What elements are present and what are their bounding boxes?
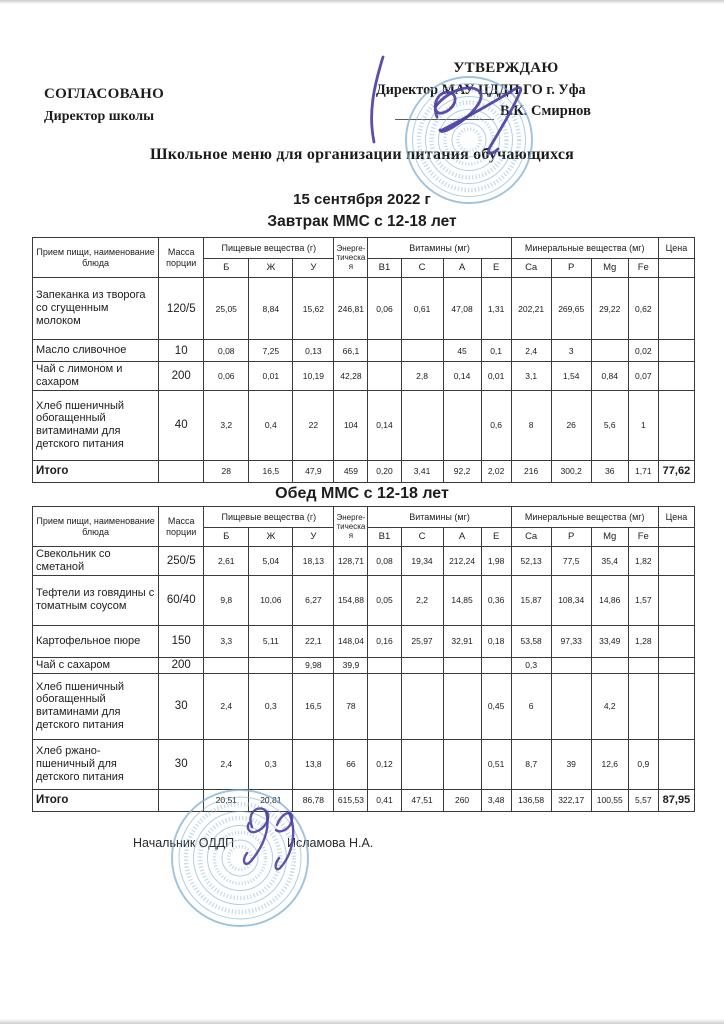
value-cell: 2,61 [204, 547, 249, 576]
header-nutrient-col-cell: Ж [249, 259, 293, 278]
value-cell [204, 657, 249, 673]
total-value-cell: 36 [591, 460, 628, 482]
breakfast-menu-table [32, 237, 695, 483]
dish-name-cell: Тефтели из говядины с томатным соусом [33, 575, 159, 625]
dish-name-cell: Хлеб пшеничный обогащенный витаминами для детского питания [33, 390, 159, 460]
value-cell [658, 390, 694, 460]
value-cell [481, 657, 511, 673]
header-mass-cell: Масса порции [159, 238, 204, 278]
footer-person-name: Исламова Н.А. [287, 836, 374, 850]
value-cell: 4,2 [591, 673, 628, 739]
footer-position-label: Начальник ОДДП [133, 836, 235, 850]
value-cell: 0,06 [368, 278, 401, 340]
value-cell: 32,91 [443, 625, 481, 657]
value-cell: 1,82 [628, 547, 658, 576]
value-cell: 47,08 [443, 278, 481, 340]
value-cell [658, 575, 694, 625]
value-cell: 3 [551, 340, 591, 362]
menu-row [33, 575, 695, 625]
header-vitamin-col-cell: B1 [368, 528, 401, 547]
value-cell [368, 362, 401, 391]
header-vitamin-col-cell: C [401, 259, 443, 278]
chief-signature-icon [244, 808, 293, 869]
header-price-cell: Цена [658, 507, 694, 528]
value-cell: 97,33 [551, 625, 591, 657]
total-value-cell: 86,78 [293, 789, 334, 811]
value-cell: 0,6 [481, 390, 511, 460]
total-value-cell: 0,41 [368, 789, 401, 811]
value-cell [658, 362, 694, 391]
header-vitamins-group-cell: Витамины (мг) [368, 507, 511, 528]
mass-cell: 30 [159, 673, 204, 739]
value-cell: 246,81 [334, 278, 368, 340]
dish-name-cell: Масло сливочное [33, 340, 159, 362]
mass-cell: 30 [159, 739, 204, 789]
value-cell: 19,34 [401, 547, 443, 576]
header-minerals-group-cell: Минеральные вещества (мг) [511, 507, 658, 528]
value-cell: 35,4 [591, 547, 628, 576]
value-cell: 0,18 [481, 625, 511, 657]
value-cell [401, 390, 443, 460]
signature-line [395, 107, 494, 120]
header-mineral-col-cell: Ca [511, 259, 551, 278]
total-value-cell: 136,58 [511, 789, 551, 811]
value-cell: 13,8 [293, 739, 334, 789]
value-cell [401, 739, 443, 789]
value-cell: 2,4 [204, 673, 249, 739]
total-value-cell: 216 [511, 460, 551, 482]
value-cell: 1 [628, 390, 658, 460]
menu-row [33, 278, 695, 340]
value-cell: 0,51 [481, 739, 511, 789]
menu-row [33, 340, 695, 362]
value-cell: 6 [511, 673, 551, 739]
value-cell: 33,49 [591, 625, 628, 657]
header-mineral-col-cell: P [551, 528, 591, 547]
dish-name-cell: Чай с лимоном и сахаром [33, 362, 159, 391]
scan-edge-bottom [0, 1019, 724, 1024]
value-cell: 2,2 [401, 575, 443, 625]
value-cell: 14,86 [591, 575, 628, 625]
total-value-cell: 87,95 [658, 789, 694, 811]
total-value-cell: 92,2 [443, 460, 481, 482]
value-cell: 148,04 [334, 625, 368, 657]
value-cell [658, 278, 694, 340]
menu-row [33, 362, 695, 391]
value-cell: 9,98 [293, 657, 334, 673]
value-cell [658, 547, 694, 576]
value-cell: 5,11 [249, 625, 293, 657]
total-row [33, 789, 695, 811]
total-value-cell: 3,41 [401, 460, 443, 482]
value-cell: 0,1 [481, 340, 511, 362]
value-cell: 25,97 [401, 625, 443, 657]
mass-cell: 200 [159, 362, 204, 391]
value-cell [658, 673, 694, 739]
value-cell: 0,08 [204, 340, 249, 362]
header-nutrient-col-cell: Ж [249, 528, 293, 547]
value-cell: 52,13 [511, 547, 551, 576]
total-label-cell: Итого [33, 460, 159, 482]
menu-row [33, 547, 695, 576]
breakfast-table-title: Завтрак ММС с 12-18 лет [267, 213, 457, 230]
value-cell: 14,85 [443, 575, 481, 625]
value-cell: 0,16 [368, 625, 401, 657]
value-cell [443, 673, 481, 739]
header-energy-cell: Энерге-тическая [334, 238, 368, 278]
value-cell: 53,58 [511, 625, 551, 657]
value-cell [368, 657, 401, 673]
mass-cell: 40 [159, 390, 204, 460]
approved-block [376, 60, 636, 120]
value-cell [658, 625, 694, 657]
header-mineral-col-cell: Ca [511, 528, 551, 547]
value-cell: 29,22 [591, 278, 628, 340]
value-cell: 25,05 [204, 278, 249, 340]
header-nutrient-col-cell: Б [204, 528, 249, 547]
value-cell: 5,04 [249, 547, 293, 576]
value-cell: 1,98 [481, 547, 511, 576]
total-value-cell: 47,9 [293, 460, 334, 482]
total-value-cell: 2,02 [481, 460, 511, 482]
total-value-cell: 260 [443, 789, 481, 811]
value-cell: 1,31 [481, 278, 511, 340]
menu-row [33, 657, 695, 673]
approved-signature-row [376, 103, 636, 120]
agreed-role: Директор школы [44, 109, 155, 124]
total-value-cell: 100,55 [591, 789, 628, 811]
value-cell: 128,71 [334, 547, 368, 576]
value-cell: 39,9 [334, 657, 368, 673]
total-value-cell: 77,62 [658, 460, 694, 482]
value-cell: 10,19 [293, 362, 334, 391]
value-cell: 0,4 [249, 390, 293, 460]
value-cell: 0,45 [481, 673, 511, 739]
value-cell: 6,27 [293, 575, 334, 625]
value-cell: 8 [511, 390, 551, 460]
value-cell: 0,3 [249, 739, 293, 789]
total-value-cell: 20,81 [249, 789, 293, 811]
value-cell: 1,57 [628, 575, 658, 625]
value-cell: 3,2 [204, 390, 249, 460]
value-cell: 66 [334, 739, 368, 789]
value-cell: 39 [551, 739, 591, 789]
value-cell [401, 340, 443, 362]
value-cell: 0,61 [401, 278, 443, 340]
value-cell: 9,8 [204, 575, 249, 625]
value-cell: 77,5 [551, 547, 591, 576]
value-cell: 12,6 [591, 739, 628, 789]
value-cell: 3,3 [204, 625, 249, 657]
header-vitamin-col-cell: A [443, 528, 481, 547]
value-cell: 2,4 [511, 340, 551, 362]
value-cell: 202,21 [511, 278, 551, 340]
document-date: 15 сентября 2022 г [293, 191, 431, 208]
value-cell: 0,3 [511, 657, 551, 673]
total-value-cell: 47,51 [401, 789, 443, 811]
dish-name-cell: Картофельное пюре [33, 625, 159, 657]
value-cell: 42,28 [334, 362, 368, 391]
value-cell: 0,05 [368, 575, 401, 625]
header-vitamin-col-cell: E [481, 259, 511, 278]
value-cell [658, 657, 694, 673]
header-nutrient-col-cell: У [293, 259, 334, 278]
value-cell: 15,62 [293, 278, 334, 340]
approved-label: УТВЕРЖДАЮ [453, 60, 559, 76]
value-cell: 45 [443, 340, 481, 362]
value-cell: 0,07 [628, 362, 658, 391]
value-cell: 16,5 [293, 673, 334, 739]
header-vitamin-col-cell: E [481, 528, 511, 547]
value-cell: 3,1 [511, 362, 551, 391]
lunch-table-title: Обед ММС с 12-18 лет [275, 485, 449, 502]
value-cell [443, 739, 481, 789]
value-cell: 1,28 [628, 625, 658, 657]
mass-cell: 10 [159, 340, 204, 362]
value-cell [368, 340, 401, 362]
value-cell: 5,6 [591, 390, 628, 460]
header-mineral-col-cell: Mg [591, 528, 628, 547]
header-nutrients-group-cell: Пищевые вещества (г) [204, 507, 334, 528]
header-energy-cell: Энерге-тическая [334, 507, 368, 547]
document-title: Школьное меню для организации питания обучающихся [149, 146, 575, 163]
menu-row [33, 390, 695, 460]
value-cell: 10,06 [249, 575, 293, 625]
value-cell: 2,4 [204, 739, 249, 789]
value-cell: 0,9 [628, 739, 658, 789]
header-price-sub-cell [658, 259, 694, 278]
value-cell: 0,08 [368, 547, 401, 576]
total-value-cell: 615,53 [334, 789, 368, 811]
mass-cell [159, 789, 204, 811]
header-nutrient-col-cell: У [293, 528, 334, 547]
header-mineral-col-cell: P [551, 259, 591, 278]
total-value-cell: 16,5 [249, 460, 293, 482]
value-cell [368, 673, 401, 739]
total-value-cell: 300,2 [551, 460, 591, 482]
header-nutrients-group-cell: Пищевые вещества (г) [204, 238, 334, 259]
value-cell: 0,06 [204, 362, 249, 391]
value-cell: 2,8 [401, 362, 443, 391]
header-vitamin-col-cell: B1 [368, 259, 401, 278]
value-cell [591, 657, 628, 673]
agreed-label: СОГЛАСОВАНО [44, 86, 165, 102]
value-cell [249, 657, 293, 673]
header-mass-cell: Масса порции [159, 507, 204, 547]
value-cell: 108,34 [551, 575, 591, 625]
total-value-cell: 28 [204, 460, 249, 482]
value-cell: 8,7 [511, 739, 551, 789]
value-cell: 78 [334, 673, 368, 739]
value-cell: 8,84 [249, 278, 293, 340]
value-cell [658, 739, 694, 789]
value-cell: 15,87 [511, 575, 551, 625]
value-cell: 0,12 [368, 739, 401, 789]
value-cell: 0,14 [368, 390, 401, 460]
value-cell: 0,62 [628, 278, 658, 340]
value-cell: 22,1 [293, 625, 334, 657]
dish-name-cell: Чай с сахаром [33, 657, 159, 673]
value-cell [443, 657, 481, 673]
value-cell: 1,54 [551, 362, 591, 391]
header-meal-cell: Прием пищи, наименование блюда [33, 238, 159, 278]
value-cell: 0,14 [443, 362, 481, 391]
total-value-cell: 20,51 [204, 789, 249, 811]
total-value-cell: 5,57 [628, 789, 658, 811]
dish-name-cell: Хлеб пшеничный обогащенный витаминами для детского питания [33, 673, 159, 739]
total-label-cell: Итого [33, 789, 159, 811]
value-cell [443, 390, 481, 460]
value-cell [591, 340, 628, 362]
mass-cell [159, 460, 204, 482]
value-cell: 154,88 [334, 575, 368, 625]
mass-cell: 200 [159, 657, 204, 673]
dish-name-cell: Запеканка из творога со сгущенным молоком [33, 278, 159, 340]
value-cell: 269,65 [551, 278, 591, 340]
header-vitamin-col-cell: A [443, 259, 481, 278]
header-minerals-group-cell: Минеральные вещества (мг) [511, 238, 658, 259]
dish-name-cell: Хлеб ржано-пшеничный для детского питания [33, 739, 159, 789]
value-cell: 0,3 [249, 673, 293, 739]
value-cell: 0,01 [481, 362, 511, 391]
value-cell [401, 673, 443, 739]
header-meal-cell: Прием пищи, наименование блюда [33, 507, 159, 547]
header-vitamin-col-cell: C [401, 528, 443, 547]
header-price-cell: Цена [658, 238, 694, 259]
value-cell [628, 657, 658, 673]
agreed-block [44, 86, 164, 125]
dish-name-cell: Свекольник со сметаной [33, 547, 159, 576]
total-value-cell: 1,71 [628, 460, 658, 482]
value-cell: 0,02 [628, 340, 658, 362]
total-value-cell: 0,20 [368, 460, 401, 482]
value-cell: 66,1 [334, 340, 368, 362]
value-cell: 0,13 [293, 340, 334, 362]
value-cell: 26 [551, 390, 591, 460]
total-value-cell: 459 [334, 460, 368, 482]
mass-cell: 60/40 [159, 575, 204, 625]
approved-name: В.К. Смирнов [500, 103, 591, 119]
mass-cell: 150 [159, 625, 204, 657]
value-cell: 0,36 [481, 575, 511, 625]
menu-row [33, 673, 695, 739]
scan-edge-top [0, 0, 724, 4]
value-cell: 22 [293, 390, 334, 460]
value-cell [551, 657, 591, 673]
value-cell [401, 657, 443, 673]
value-cell: 18,13 [293, 547, 334, 576]
total-value-cell: 322,17 [551, 789, 591, 811]
menu-row [33, 739, 695, 789]
value-cell [551, 673, 591, 739]
menu-row [33, 625, 695, 657]
value-cell: 7,25 [249, 340, 293, 362]
value-cell [658, 340, 694, 362]
header-mineral-col-cell: Fe [628, 528, 658, 547]
value-cell: 104 [334, 390, 368, 460]
value-cell: 212,24 [443, 547, 481, 576]
header-mineral-col-cell: Fe [628, 259, 658, 278]
header-mineral-col-cell: Mg [591, 259, 628, 278]
value-cell: 0,84 [591, 362, 628, 391]
total-value-cell: 3,48 [481, 789, 511, 811]
total-row [33, 460, 695, 482]
header-price-sub-cell [658, 528, 694, 547]
header-vitamins-group-cell: Витамины (мг) [368, 238, 511, 259]
header-nutrient-col-cell: Б [204, 259, 249, 278]
mass-cell: 250/5 [159, 547, 204, 576]
mass-cell: 120/5 [159, 278, 204, 340]
value-cell [628, 673, 658, 739]
lunch-menu-table [32, 506, 695, 812]
value-cell: 0,01 [249, 362, 293, 391]
approved-role: Директор МАУ ЦДДП ГО г. Уфа [376, 82, 586, 98]
